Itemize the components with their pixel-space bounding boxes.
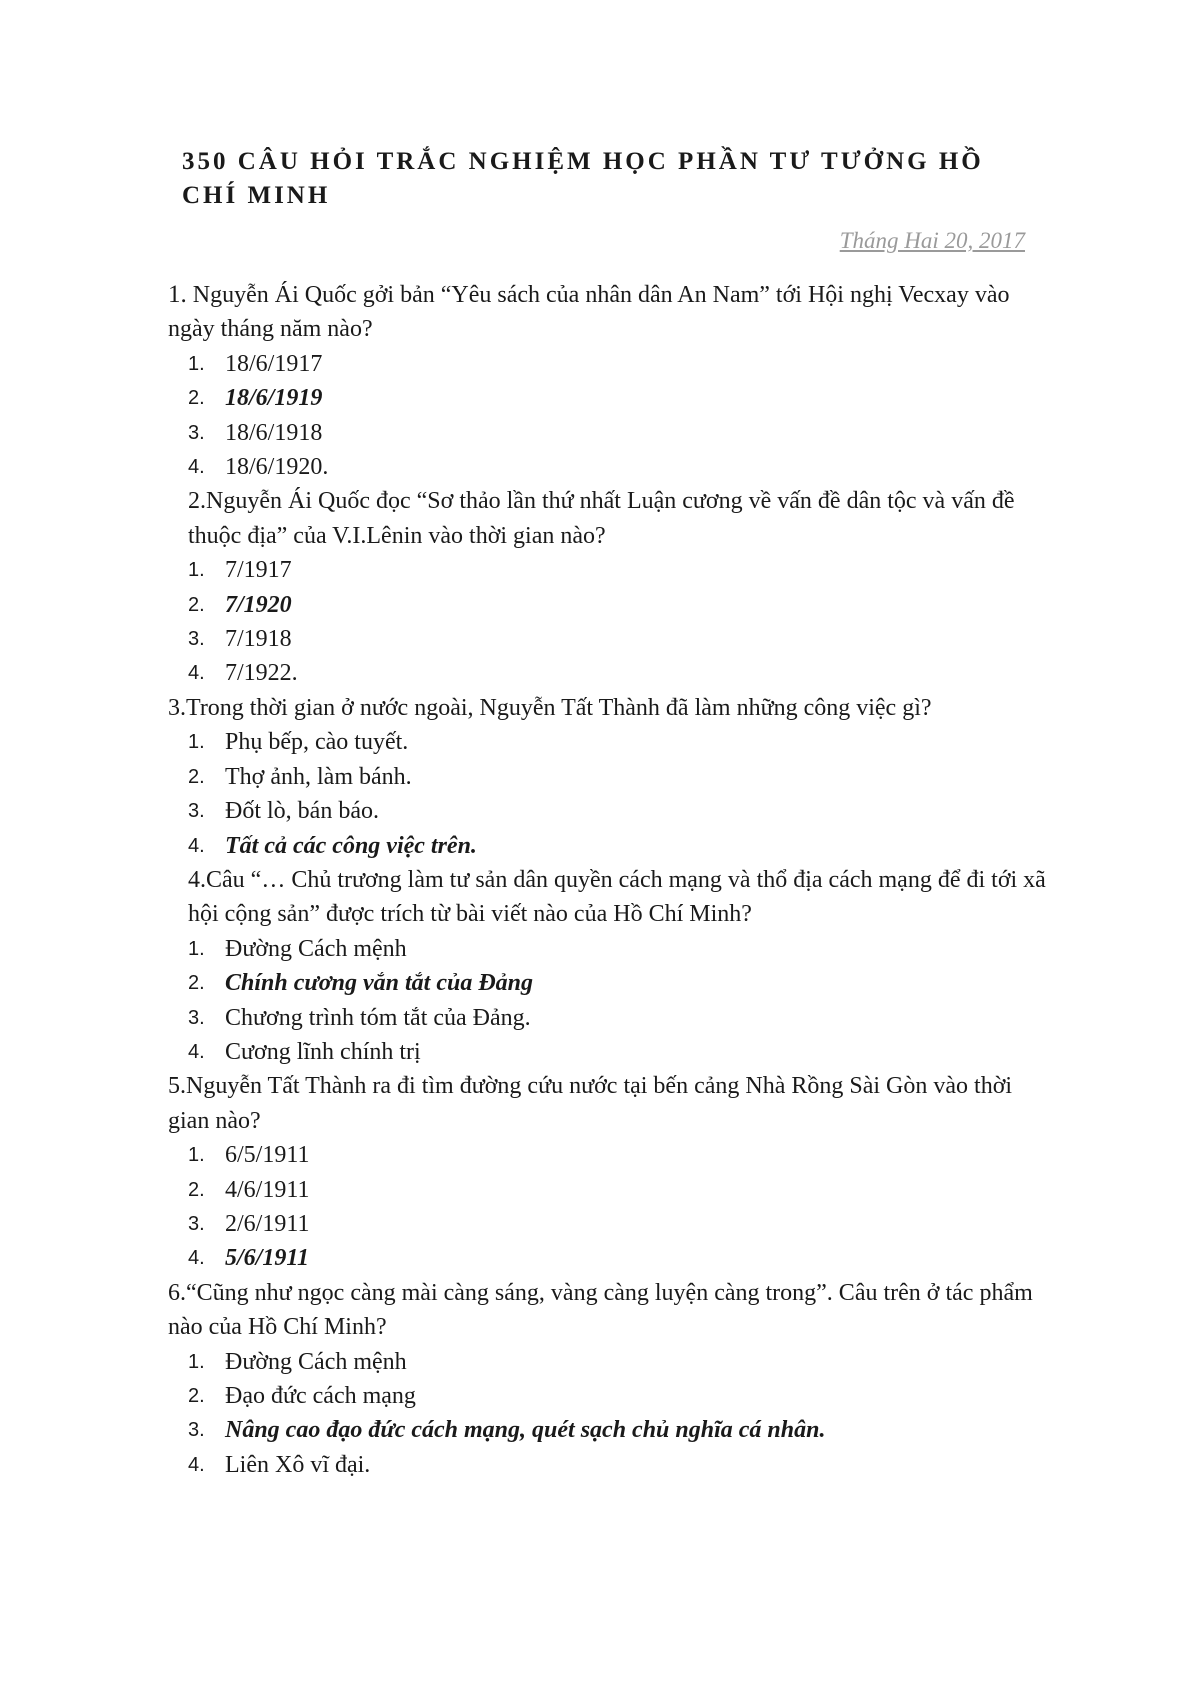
option-list bbox=[168, 553, 1048, 691]
question-text: Trong thời gian ở nước ngoài, Nguyễn Tất Thành đã làm những công việc gì? bbox=[186, 694, 932, 721]
option-number: 1. bbox=[188, 1144, 205, 1167]
option-number: 3. bbox=[188, 800, 205, 823]
question-3 bbox=[168, 691, 1048, 725]
question-4 bbox=[168, 863, 1048, 932]
option-number: 1. bbox=[188, 1350, 205, 1373]
option-text: 7/1920 bbox=[225, 591, 292, 618]
question-number: 2. bbox=[188, 488, 206, 515]
option-text: Đạo đức cách mạng bbox=[225, 1383, 416, 1409]
option-number: 2. bbox=[188, 593, 205, 616]
option-text: 2/6/1911 bbox=[225, 1210, 310, 1237]
option-text: 6/5/1911 bbox=[225, 1142, 310, 1169]
option-number: 3. bbox=[188, 421, 205, 444]
option-text: Đường Cách mệnh bbox=[225, 935, 407, 962]
option-item bbox=[168, 416, 1048, 450]
post-date-link[interactable]: Tháng Hai 20, 2017 bbox=[839, 228, 1025, 253]
option-item bbox=[168, 794, 1048, 828]
option-text: Chương trình tóm tắt của Đảng. bbox=[225, 1004, 531, 1031]
option-item bbox=[168, 1001, 1048, 1035]
question-text: Nguyễn Ái Quốc gởi bản “Yêu sách của nhân dân An Nam” tới Hội nghị Vecxay vào ngày tháng năm nào? bbox=[168, 282, 1010, 343]
option-number: 2. bbox=[188, 387, 205, 410]
option-list bbox=[168, 725, 1048, 863]
question-5 bbox=[168, 1069, 1048, 1138]
option-item bbox=[168, 725, 1048, 759]
option-number: 1. bbox=[188, 731, 205, 754]
option-item-correct bbox=[168, 1241, 1048, 1275]
question-text: Câu “… Chủ trương làm tư sản dân quyền cách mạng và thổ địa cách mạng để đi tới xã hội cộng sản” được trích từ bài viết nào của Hồ Chí Minh? bbox=[188, 866, 1046, 928]
question-6 bbox=[168, 1276, 1048, 1345]
option-item bbox=[168, 1035, 1048, 1069]
option-text: Đốt lò, bán báo. bbox=[225, 798, 379, 825]
option-item bbox=[168, 1207, 1048, 1241]
question-1 bbox=[168, 278, 1048, 347]
option-item bbox=[168, 553, 1048, 587]
question-2 bbox=[168, 484, 1048, 553]
option-number: 4. bbox=[188, 456, 205, 479]
option-number: 1. bbox=[188, 559, 205, 582]
question-text: “Cũng như ngọc càng mài càng sáng, vàng càng luyện càng trong”. Câu trên ở tác phẩm nào của Hồ Chí Minh? bbox=[168, 1279, 1033, 1341]
option-text: 18/6/1920. bbox=[225, 454, 329, 481]
option-text: Tất cả các công việc trên. bbox=[225, 832, 477, 859]
option-text: 7/1922. bbox=[225, 660, 298, 687]
option-list bbox=[168, 1138, 1048, 1276]
option-list bbox=[168, 1345, 1048, 1483]
option-number: 4. bbox=[188, 1453, 205, 1476]
option-number: 1. bbox=[188, 352, 205, 375]
option-item bbox=[168, 932, 1048, 966]
option-list bbox=[168, 347, 1048, 485]
option-number: 1. bbox=[188, 937, 205, 960]
question-text: Nguyễn Tất Thành ra đi tìm đường cứu nước tại bến cảng Nhà Rồng Sài Gòn vào thời gian nào? bbox=[168, 1073, 1013, 1134]
option-item-correct bbox=[168, 966, 1048, 1000]
question-number: 6. bbox=[168, 1279, 186, 1306]
option-number: 3. bbox=[188, 1006, 205, 1029]
option-text: 18/6/1918 bbox=[225, 419, 323, 446]
option-list bbox=[168, 932, 1048, 1070]
option-item bbox=[168, 450, 1048, 484]
option-text: Đường Cách mệnh bbox=[225, 1348, 407, 1375]
option-text: Chính cương vắn tắt của Đảng bbox=[225, 970, 533, 997]
option-number: 2. bbox=[188, 972, 205, 995]
option-text: Liên Xô vĩ đại. bbox=[225, 1451, 371, 1478]
option-item bbox=[168, 1448, 1048, 1482]
option-number: 2. bbox=[188, 1178, 205, 1201]
option-number: 2. bbox=[188, 765, 205, 788]
option-number: 4. bbox=[188, 1040, 205, 1063]
option-number: 4. bbox=[188, 1247, 205, 1270]
document-body bbox=[168, 278, 1048, 1482]
option-item bbox=[168, 760, 1048, 794]
option-text: 7/1917 bbox=[225, 557, 292, 584]
document-title: 350 CÂU HỎI TRẮC NGHIỆM HỌC PHẦN TƯ TƯỞNG HỒ CHÍ MINH bbox=[182, 148, 984, 209]
option-number: 3. bbox=[188, 628, 205, 651]
option-number: 2. bbox=[188, 1385, 205, 1407]
option-item-correct bbox=[168, 588, 1048, 622]
option-item bbox=[168, 656, 1048, 690]
option-item bbox=[168, 347, 1048, 381]
option-item-correct bbox=[168, 381, 1048, 415]
question-text: Nguyễn Ái Quốc đọc “Sơ thảo lần thứ nhất Luận cương về vấn đề dân tộc và vấn đề thuộc địa” của V.I.Lênin vào thời gian nào? bbox=[188, 488, 1015, 549]
option-number: 3. bbox=[188, 1212, 205, 1235]
question-number: 1. bbox=[168, 281, 187, 308]
option-item bbox=[168, 1345, 1048, 1379]
option-text: 5/6/1911 bbox=[225, 1245, 310, 1272]
option-item bbox=[168, 622, 1048, 656]
option-number: 4. bbox=[188, 834, 205, 857]
option-text: Cương lĩnh chính trị bbox=[225, 1038, 421, 1065]
option-text: Phụ bếp, cào tuyết. bbox=[225, 729, 409, 756]
option-text: Nâng cao đạo đức cách mạng, quét sạch chủ nghĩa cá nhân. bbox=[225, 1417, 826, 1444]
question-number: 5. bbox=[168, 1073, 186, 1100]
option-item bbox=[168, 1138, 1048, 1172]
option-text: 7/1918 bbox=[225, 626, 292, 653]
option-item bbox=[168, 1379, 1048, 1413]
option-item bbox=[168, 1173, 1048, 1207]
option-text: 4/6/1911 bbox=[225, 1176, 310, 1203]
option-item-correct bbox=[168, 1413, 1048, 1447]
option-item-correct bbox=[168, 829, 1048, 863]
option-text: 18/6/1917 bbox=[225, 350, 323, 377]
question-number: 3. bbox=[168, 694, 186, 721]
option-text: Thợ ảnh, làm bánh. bbox=[225, 763, 412, 790]
option-number: 4. bbox=[188, 662, 205, 685]
question-number: 4. bbox=[188, 866, 206, 893]
option-text: 18/6/1919 bbox=[225, 385, 323, 412]
option-number: 3. bbox=[188, 1419, 205, 1442]
